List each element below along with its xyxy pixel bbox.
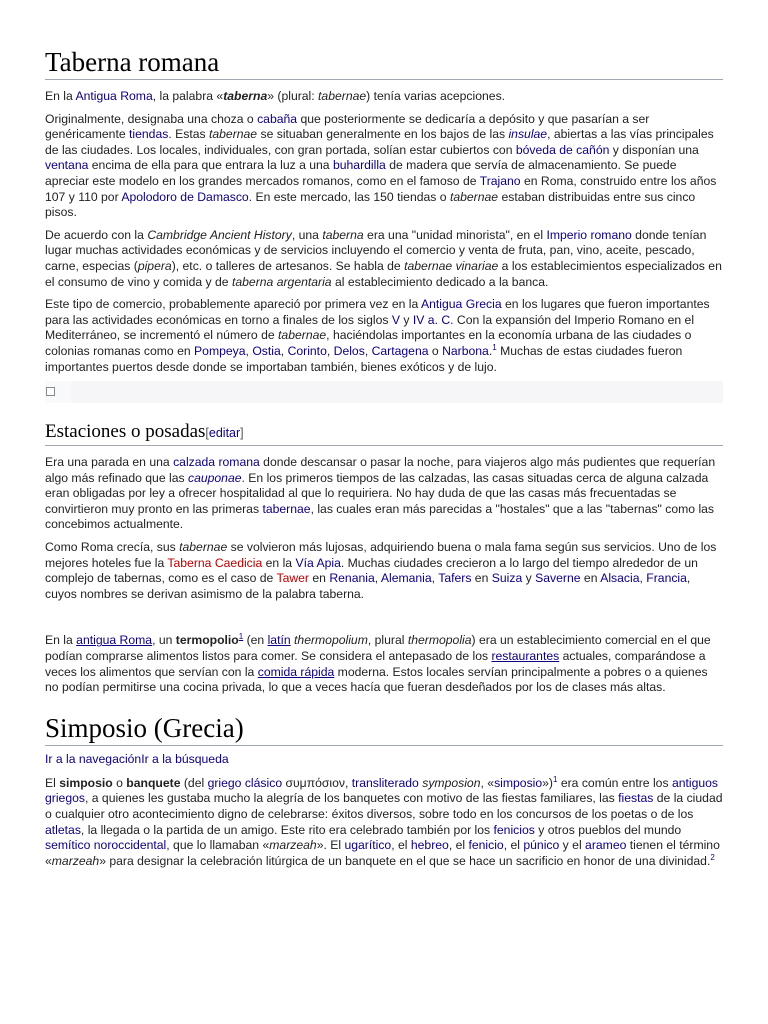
text: De acuerdo con la [45, 227, 148, 242]
link-comida-rapida[interactable]: comida rápida [257, 664, 335, 679]
link-antigua-roma[interactable]: Antigua Roma [75, 89, 153, 103]
text: , que lo llamaban « [166, 838, 270, 853]
term-taberna: taberna [223, 89, 268, 103]
term-termopolio: termopolio [175, 633, 239, 648]
text: en [309, 571, 330, 586]
link-simposio[interactable]: simposio [494, 775, 543, 790]
link-insulae-label: insulae [508, 127, 548, 142]
term: tabernae vinariae [404, 258, 499, 273]
text: moderna. Estos locales servían principalmente a pobres o a quienes no podían permitirse una cocina privada, lo que a veces hacía que fueran desdeñados por los de clases más altas. [45, 664, 708, 695]
text: , [245, 343, 253, 358]
term: thermopolium [294, 633, 368, 648]
jump-to-navigation-link[interactable]: Ir a la navegación [45, 751, 142, 766]
text: Este tipo de comercio, probablemente apareció por primera vez en la [45, 297, 421, 312]
link-suiza[interactable]: Suiza [491, 571, 523, 586]
link-boveda-de-canon[interactable]: bóveda de cañón [515, 142, 610, 157]
jump-to-search-link[interactable]: Ir a la búsqueda [141, 751, 229, 766]
link-alemania[interactable]: Alemania [380, 571, 432, 586]
term: thermopolia [407, 633, 472, 648]
link-hebreo[interactable]: hebreo [410, 838, 449, 853]
term-simposio: simposio [59, 775, 113, 790]
edit-link[interactable]: editar [208, 426, 241, 441]
link-tawer[interactable]: Tawer [276, 571, 309, 586]
text: , una [291, 227, 323, 242]
text: . En los primeros tiempos de las calzadas, las casas situadas cerca de alguna calzada eran obligadas por ley a ofrecer hospitalidad al que lo requiriera. No hay duda de que las casas más frecuentadas se convirtieron muy pronto en las primeras [45, 470, 709, 516]
text: en los lugares que fueron importantes para las actividades económicas en torno a finales de los siglos [45, 297, 710, 327]
link-buhardilla[interactable]: buhardilla [332, 158, 386, 173]
link-ostia[interactable]: Ostia [252, 343, 281, 358]
paragraph [45, 297, 723, 375]
text: se situaban generalmente en los bajos de las [257, 127, 509, 142]
text: ) tenía varias acepciones. [366, 89, 506, 103]
link-tiendas[interactable]: tiendas [129, 127, 169, 142]
text: tienen el término « [45, 838, 720, 868]
text: encima de ella para que entrara la luz a una [88, 158, 333, 173]
text: y disponían una [609, 142, 699, 157]
text: era una "unidad minorista", en el [363, 227, 547, 242]
term: tabernae [449, 189, 499, 204]
text: Con la expansión del Imperio Romano en el Mediterráneo, se incrementó el número de [45, 312, 695, 343]
term: tabernae [179, 540, 228, 555]
link-semitico-noroccidental[interactable]: semítico noroccidental [45, 838, 167, 853]
paragraph [45, 633, 723, 695]
text: , [364, 343, 372, 358]
text: , cuyos nombres se derivan asimismo de la palabra taberna. [45, 571, 691, 601]
link-restaurantes[interactable]: restaurantes [491, 649, 560, 664]
link-cauponae-label: cauponae [187, 470, 242, 485]
text: » para designar la celebración litúrgica de un banquete en el que se hace un sacrificio en honor de una divinidad. [99, 853, 711, 868]
term: marzeah [51, 853, 100, 868]
paragraph [45, 228, 723, 290]
term: marzeah [269, 838, 317, 853]
link-latin[interactable]: latín [267, 633, 291, 648]
term: pipera [137, 258, 172, 273]
text: Era una parada en una [45, 455, 174, 470]
text: . Estas [168, 127, 209, 142]
link-via-apia[interactable]: Vía Apia [295, 555, 341, 570]
reference-1[interactable]: 1 [553, 774, 558, 784]
text: Muchas de estas ciudades fueron importantes puertos desde donde se importaban también, bienes exóticos y de lujo. [45, 343, 683, 374]
text: . En este mercado, las 150 tiendas o [248, 189, 450, 204]
paragraph [45, 776, 723, 870]
text: . Muchas ciudades crecieron a lo largo del tiempo alrededor de un complejo de tabernas, como es el caso de [45, 555, 698, 586]
text: que posteriormente se dedicaría a depósito y que pasarían a ser genéricamente [45, 111, 650, 142]
link-saverne[interactable]: Saverne [535, 571, 581, 586]
reference-2[interactable]: 2 [710, 852, 715, 862]
link-siglo-iv-ac[interactable]: IV a. C. [412, 312, 454, 327]
text: , las cuales eran más parecidas a "hostales" que a las "tabernas" como las concebimos actualmente. [45, 501, 715, 532]
image-placeholder [45, 381, 723, 403]
term: Cambridge Ancient History [147, 227, 292, 242]
text: , plural [367, 633, 408, 648]
text: era común entre los [557, 775, 672, 790]
link-delos[interactable]: Delos [333, 343, 365, 358]
link-trajano[interactable]: Trajano [479, 173, 521, 188]
heading-text: Estaciones o posadas [45, 421, 206, 443]
link-ugaritico[interactable]: ugarítico [344, 838, 392, 853]
text: , haciéndolas importantes en la economía urbana de las ciudades o colonias romanas como en [45, 328, 692, 358]
link-tafers[interactable]: Tafers [438, 571, 472, 586]
text: Originalmente, designaba una choza o [45, 111, 258, 126]
link-taberna-caedicia[interactable]: Taberna Caedicia [167, 555, 263, 570]
text: , « [480, 775, 495, 790]
article-content [45, 46, 723, 869]
text: , [639, 571, 647, 586]
text: (en [243, 633, 268, 648]
text: , [374, 571, 381, 586]
text: en Roma, construido entre los años 107 y 110 por [45, 173, 717, 204]
paragraph [45, 455, 723, 533]
link-antigua-roma[interactable]: antigua Roma [76, 633, 153, 648]
link-cauponae[interactable] [188, 471, 242, 485]
text: , el [503, 838, 524, 853]
paragraph [45, 112, 723, 221]
link-arameo[interactable]: arameo [585, 838, 627, 853]
link-cartagena[interactable]: Cartagena [371, 343, 429, 358]
text: se volvieron más lujosas, adquiriendo buena o mala fama según sus servicios. Uno de los mejores hoteles fue la [45, 540, 717, 570]
heading-taberna-romana: Taberna romana [45, 46, 723, 80]
link-insulae[interactable] [508, 127, 547, 141]
text: a los establecimientos especializados en el consumo de vino y comida y de [45, 258, 722, 289]
text: ) era un establecimiento comercial en el que podían comprarse alimentos listos para comer. Se considera el antepasado de los [45, 633, 711, 664]
text: y el [559, 838, 586, 853]
link-renania[interactable]: Renania [329, 571, 375, 586]
link-apolodoro-de-damasco[interactable]: Apolodoro de Damasco [121, 189, 249, 204]
text: . [488, 343, 493, 358]
text: y otros pueblos del mundo [534, 822, 682, 837]
link-antiguos-griegos[interactable]: antiguos griegos [45, 775, 719, 806]
link-fiestas[interactable]: fiestas [618, 791, 654, 806]
heading-estaciones-o-posadas [45, 420, 723, 446]
text: en [580, 571, 601, 586]
text: Como Roma crecía, sus [45, 540, 180, 555]
text: , la llegada o la partida de un amigo. Este rito era celebrado también por los [80, 822, 494, 837]
text: ), etc. o talleres de artesanos. Se habla de [171, 258, 405, 273]
link-transliterado[interactable]: transliterado [351, 775, 419, 790]
link-cabana[interactable]: cabaña [257, 111, 298, 126]
link-narbona[interactable]: Narbona [442, 343, 489, 358]
text: estaban distribuidas entre sus cinco pisos. [45, 189, 696, 220]
text: , [431, 571, 439, 586]
image-caption-area [71, 381, 723, 403]
link-griego-clasico[interactable]: griego clásico [207, 775, 283, 790]
term: tabernae [208, 127, 258, 142]
text: En la [45, 89, 76, 103]
text: , [326, 343, 334, 358]
jump-links [45, 752, 723, 767]
link-imperio-romano[interactable]: Imperio romano [546, 227, 632, 242]
broken-image-icon [46, 387, 55, 396]
text: ». El [316, 838, 345, 853]
text: actuales, comparándose a veces los alimentos que servían con la [45, 649, 706, 679]
term-tabernae: tabernae [318, 89, 367, 103]
term-banquete: banquete [126, 775, 181, 790]
text: , [280, 343, 288, 358]
link-siglo-v[interactable]: V [391, 312, 401, 327]
text: y [522, 571, 536, 586]
text: al establecimiento dedicado a la banca. [331, 274, 549, 289]
text: ») [542, 775, 553, 790]
text: En la [45, 633, 77, 648]
text: συμπόσιον, [282, 775, 352, 790]
text: o [112, 775, 127, 790]
paragraph [45, 89, 723, 105]
link-corinto[interactable]: Corinto [287, 343, 327, 358]
bracket: [ [205, 426, 209, 441]
text: donde tenían lugar muchas actividades económicas y de servicios incluyendo el comercio y venta de fruta, pan, vino, aceite, pescado, carne, especias ( [45, 227, 707, 273]
text: o [428, 343, 443, 358]
term: taberna [322, 227, 364, 242]
term: taberna argentaria [231, 274, 332, 289]
link-ventana[interactable]: ventana [45, 158, 89, 173]
link-punico[interactable]: púnico [523, 838, 560, 853]
link-antigua-grecia[interactable]: Antigua Grecia [421, 297, 502, 312]
link-alsacia[interactable]: Alsacia [600, 571, 640, 586]
text: donde descansar o pasar la noche, para viajeros algo más pudientes que requerían algo más refinado que las [45, 455, 716, 485]
text: , el [391, 838, 411, 853]
text: de madera que servía de almacenamiento. Se puede apreciar este modelo en los grandes mercados romanos, como en el famoso de [45, 158, 677, 188]
heading-simposio-grecia: Simposio (Grecia) [45, 712, 723, 746]
link-fenicio[interactable]: fenicio [468, 838, 504, 853]
text: en la [262, 555, 296, 570]
text: » (plural: [267, 89, 319, 103]
bracket: ] [240, 426, 244, 441]
link-tabernae[interactable]: tabernae [262, 501, 311, 516]
text: , el [448, 838, 469, 853]
edit-section [205, 426, 243, 440]
text: en [471, 571, 492, 586]
text: , la palabra « [152, 89, 224, 103]
link-atletas[interactable]: atletas [45, 822, 81, 837]
term: tabernae [278, 328, 327, 343]
text: (del [180, 775, 208, 790]
text: de la ciudad o cualquier otro acontecimiento digno de celebrarse: éxitos diversos, sobre todo en los concursos de los poetas o de los [45, 791, 723, 821]
link-francia[interactable]: Francia [646, 571, 687, 586]
text: , un [152, 633, 176, 648]
text: El [45, 775, 60, 790]
link-pompeya[interactable]: Pompeya [194, 343, 246, 358]
term: symposion [422, 775, 481, 790]
text: , abiertas a las vías principales de las ciudades. Los locales, individuales, con gran portada, solían estar cubiertos con [45, 127, 714, 157]
text: , a quienes les gustaba mucho la alegría de los banquetes con motivo de las fiestas familiares, las [84, 791, 619, 806]
link-calzada-romana[interactable]: calzada romana [173, 455, 260, 470]
reference-1[interactable]: 1 [492, 342, 497, 352]
paragraph [45, 540, 723, 602]
text: y [400, 312, 413, 327]
reference-1[interactable]: 1 [238, 632, 244, 642]
link-fenicios[interactable]: fenicios [493, 822, 535, 837]
